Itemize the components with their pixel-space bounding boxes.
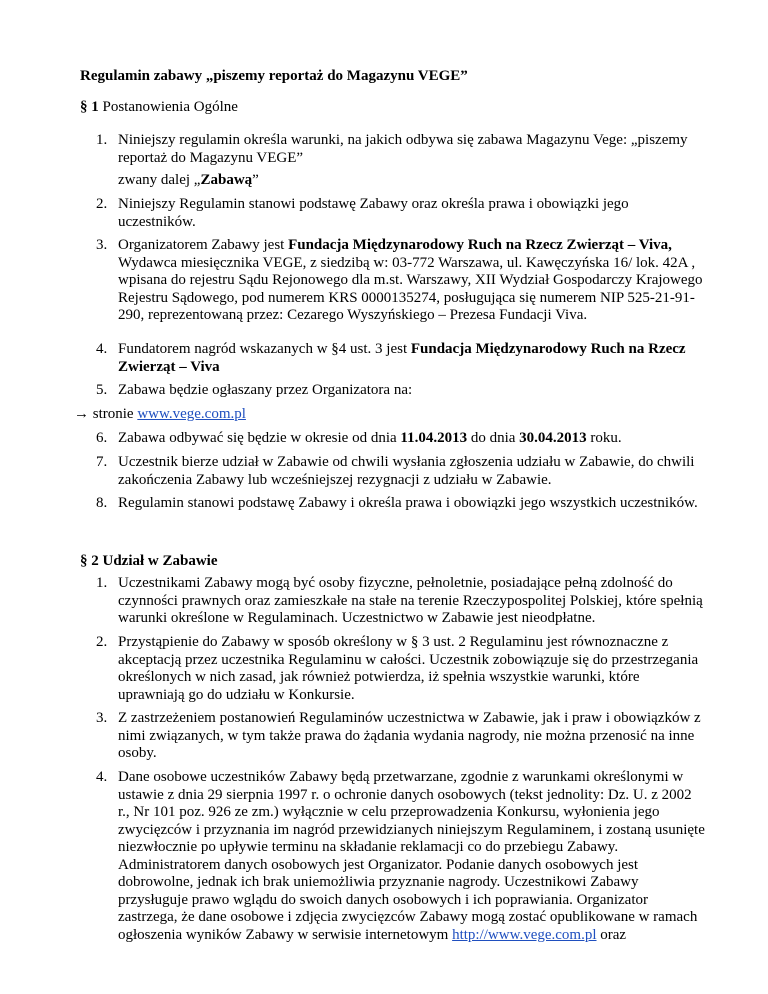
date-from: 11.04.2013 bbox=[400, 430, 468, 446]
definition-term: Zabawą bbox=[200, 172, 253, 188]
list-item-text bbox=[118, 237, 706, 325]
list-item-number: 7. bbox=[96, 454, 108, 470]
list-item-text: Przystąpienie do Zabawy w sposób określony w § 3 ust. 2 Regulaminu jest równoznaczne z akceptacją przez uczestnika Regulaminu w całości. Uczestnik zobowiązuje się do przestrzegania określonych w nich zasad, jak również potwierdza, iż spełnia wszystkie warunki, które uprawniają go do udziału w Konkursie. bbox=[118, 634, 699, 703]
list-item-number: 1. bbox=[96, 575, 108, 591]
section-1-title: Postanowienia Ogólne bbox=[102, 99, 238, 115]
data-protection-suffix: oraz bbox=[596, 926, 627, 943]
section-2-heading: § 2 Udział w Zabawie bbox=[80, 553, 218, 569]
list-item-text: Z zastrzeżeniem postanowień Regulaminów uczestnictwa w Zabawie, jak i praw i obowiązków z nimi związanych, w tym także prawa do żądania wydania nagrody, nie można przenosić na inne osoby. bbox=[118, 710, 701, 761]
list-item-number: 6. bbox=[96, 430, 108, 446]
organizer-prefix: Organizatorem Zabawy jest bbox=[118, 237, 289, 253]
list-item-number: 8. bbox=[96, 495, 108, 511]
list-item bbox=[96, 710, 706, 763]
list-item-number: 4. bbox=[96, 341, 108, 357]
arrow-right-icon: → bbox=[74, 406, 89, 422]
list-item-number: 3. bbox=[96, 237, 108, 253]
data-protection-text: Dane osobowe uczestników Zabawy będą przetwarzane, zgodnie z warunkami określonymi w ustawie z dnia 29 sierpnia 1997 r. o ochronie danych osobowych (tekst jednolity: Dz. U. z 2002 r., Nr 101 poz. 926 ze zm.) wyłącznie w celu przeprowadzenia Konkursu, wyłonienia jego zwycięzców i przyznania im nagród przewidzianych niniejszym Regulaminem, i zostaną usunięte niezwłocznie po upływie terminu na składanie reklamacji co do przebiegu Zabawy. Administratorem danych osobowych jest Organizator. Podanie danych osobowych jest dobrowolne, jednak ich brak uniemożliwia przyznanie nagrody. Uczestnikowi Zabawy przysługuje prawo wglądu do swoich danych osobowych i ich poprawiania. Organizator zastrzega, że dane osobowe i zdjęcia zwycięzców Zabawy mogą zostać opublikowane w ramach ogłoszenia wyników Zabawy w serwisie internetowym bbox=[118, 769, 705, 943]
period-middle: do dnia bbox=[467, 430, 520, 446]
list-item-text: Niniejszy Regulamin stanowi podstawę Zabawy oraz określa prawa i obowiązki jego uczestników. bbox=[118, 196, 629, 230]
website-line-text: stronie bbox=[89, 406, 138, 422]
list-item-number: 1. bbox=[96, 132, 108, 148]
website-link[interactable]: www.vege.com.pl bbox=[137, 406, 246, 422]
document-title: Regulamin zabawy „piszemy reportaż do Magazynu VEGE” bbox=[80, 68, 468, 84]
section-1-heading bbox=[80, 99, 238, 117]
list-item bbox=[96, 237, 706, 325]
list-item bbox=[96, 634, 706, 704]
list-item-number: 3. bbox=[96, 710, 108, 726]
list-item bbox=[96, 495, 706, 513]
list-item-text: Uczestnikami Zabawy mogą być osoby fizyczne, pełnoletnie, posiadające pełną zdolność do czynności prawnych oraz zamieszkałe na stałe na terenie Rzeczypospolitej Polskiej, które spełnią warunki określone w Regulaminach. Uczestnictwo w Zabawie jest nieodpłatne. bbox=[118, 575, 703, 626]
list-item-text: Niniejszy regulamin określa warunki, na jakich odbywa się zabawa Magazynu Vege: „piszemy reportaż do Magazynu VEGE” bbox=[118, 132, 688, 166]
list-item-text bbox=[118, 430, 706, 448]
organizer-name: Fundacja Międzynarodowy Ruch na Rzecz Zwierząt – Viva, bbox=[288, 237, 672, 253]
definition-suffix: ” bbox=[252, 172, 259, 188]
list-item bbox=[96, 575, 706, 628]
section-1-symbol: § 1 bbox=[80, 99, 99, 115]
definition-prefix: zwany dalej „ bbox=[118, 172, 201, 188]
list-item-text bbox=[118, 341, 706, 376]
list-item bbox=[96, 132, 706, 167]
list-item-text bbox=[118, 769, 706, 944]
list-item bbox=[96, 454, 706, 489]
list-item-number: 2. bbox=[96, 196, 108, 212]
list-item-text: Uczestnik bierze udział w Zabawie od chwili wysłania zgłoszenia udziału w Zabawie, do chwili zakończenia Zabawy lub wcześniejszej rezygnacji z udziału w Zabawie. bbox=[118, 454, 695, 488]
list-item-number: 4. bbox=[96, 769, 108, 785]
list-item bbox=[96, 196, 706, 231]
website-url-link[interactable]: http://www.vege.com.pl bbox=[452, 926, 597, 943]
period-prefix: Zabawa odbywać się będzie w okresie od dnia bbox=[118, 430, 401, 446]
list-item bbox=[96, 382, 706, 400]
list-item bbox=[96, 769, 706, 944]
date-to: 30.04.2013 bbox=[519, 430, 587, 446]
zabawa-definition bbox=[118, 172, 259, 190]
list-item bbox=[96, 341, 706, 376]
list-item-number: 2. bbox=[96, 634, 108, 650]
funder-name: Fundacja Międzynarodowy Ruch na Rzecz Zwierząt – Viva bbox=[118, 341, 686, 375]
website-line bbox=[74, 406, 246, 424]
organizer-details: Wydawca miesięcznika VEGE, z siedzibą w: 03-772 Warszawa, ul. Kawęczyńska 16/ lok. 42A , wpisana do rejestru Sądu Rejonowego dla m.st. Warszawy, XII Wydział Gospodarczy Krajowego Rejestru Sądowego, pod numerem KRS 0000135274, posługująca się numerem NIP 525-21-91-290, reprezentowaną przez: Cezarego Wyszyńskiego – Prezesa Fundacji Viva. bbox=[118, 254, 703, 323]
list-item-text: Zabawa będzie ogłaszany przez Organizatora na: bbox=[118, 382, 413, 398]
list-item bbox=[96, 430, 706, 448]
list-item-text: Regulamin stanowi podstawę Zabawy i określa prawa i obowiązki jego wszystkich uczestników. bbox=[118, 495, 698, 511]
period-suffix: roku. bbox=[586, 430, 622, 446]
list-item-number: 5. bbox=[96, 382, 108, 398]
funder-prefix: Fundatorem nagród wskazanych w §4 ust. 3 jest bbox=[118, 341, 411, 357]
